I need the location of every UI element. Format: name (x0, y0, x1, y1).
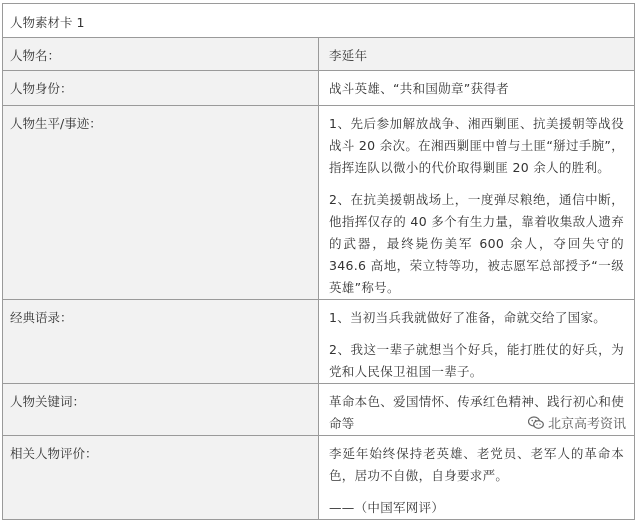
value-quotes (319, 300, 635, 384)
row-deeds (3, 106, 635, 300)
label-evaluation: 相关人物评价： (3, 436, 319, 520)
value-deeds (319, 106, 635, 300)
evaluation-source: ——（中国军网评） (329, 500, 445, 515)
card-title: 人物素材卡 1 (3, 4, 635, 38)
row-quotes (3, 300, 635, 384)
identity-text: 战斗英雄、“共和国勋章”获得者 (329, 81, 509, 96)
label-deeds: 人物生平/事迹： (3, 106, 319, 300)
watermark (528, 413, 626, 432)
value-identity (319, 71, 635, 106)
card-title-row (3, 4, 635, 38)
quote-2: 2、我这一辈子就想当个好兵，能打胜仗的好兵，为党和人民保卫祖国一辈子。 (329, 342, 624, 379)
label-quotes: 经典语录： (3, 300, 319, 384)
label-identity: 人物身份： (3, 71, 319, 106)
row-name (3, 38, 635, 71)
quote-1: 1、当初当兵我就做好了准备，命就交给了国家。 (329, 310, 607, 325)
value-evaluation (319, 436, 635, 520)
evaluation-text: 李延年始终保持老英雄、老党员、老军人的革命本色，居功不自傲，自身要求严。 (329, 446, 624, 483)
watermark-text: 北京高考资讯 (547, 417, 626, 432)
row-identity (3, 71, 635, 106)
name-text: 李延年 (329, 48, 368, 63)
row-evaluation (3, 436, 635, 520)
deeds-paragraph-1: 1、先后参加解放战争、湘西剿匪、抗美援朝等战役战斗 20 余次。在湘西剿匪中曾与土匪“掰过手腕”，指挥连队以微小的代价取得剿匪 20 余人的胜利。 (329, 116, 624, 175)
deeds-paragraph-2: 2、在抗美援朝战场上，一度弹尽粮绝，通信中断，他指挥仅存的 40 多个有生力量，靠着收集敌人遗弃的武器，最终毙伤美军 600 余人，夺回失守的 346.6 高地，荣立特等功，被志愿军总部授予“一级英雄”称号。 (329, 192, 624, 295)
label-keywords: 人物关键词： (3, 384, 319, 436)
wechat-icon (528, 416, 544, 430)
value-name (319, 38, 635, 71)
keywords-text: 革命本色、爱国情怀、传承红色精神、践行初心和使命等 (329, 394, 624, 431)
material-card-table (2, 3, 635, 520)
label-name: 人物名： (3, 38, 319, 71)
